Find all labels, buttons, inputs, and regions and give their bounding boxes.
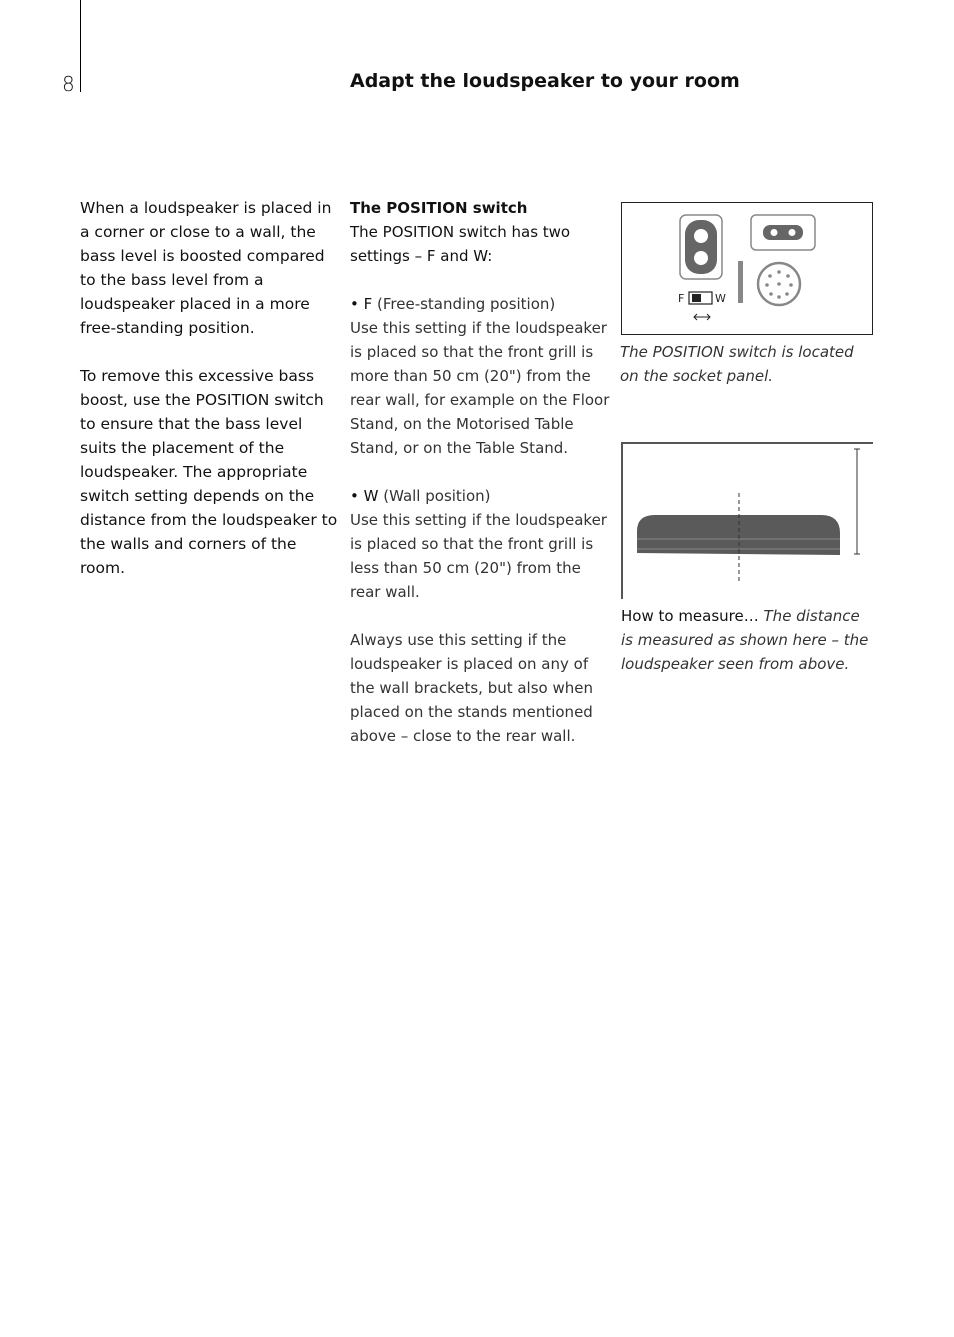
w-label: (Wall position) [378, 487, 491, 505]
panel-divider [738, 261, 743, 303]
position-switch-icon [689, 292, 712, 304]
measure-figure [621, 441, 873, 599]
round-connector-icon [758, 263, 800, 305]
measure-caption [621, 604, 871, 676]
f-setting-heading [350, 292, 612, 316]
section-heading: The POSITION switch [350, 199, 528, 217]
switch-label-f: F [678, 292, 685, 305]
always-text: Always use this setting if the loudspeaker is placed on any of the wall brackets, but also when placed on the stands mentioned above – close to the rear wall. [350, 631, 593, 745]
w-bullet: • W [350, 487, 379, 505]
double-arrow-icon [694, 314, 710, 320]
w-setting-heading [350, 484, 612, 508]
w-setting-text: Use this setting if the loudspeaker is placed so that the front grill is less than 50 cm (20") from the rear wall. [350, 511, 607, 601]
measure-caption-text: The distance is measured as shown here – the loudspeaker seen from above. [621, 607, 869, 673]
measure-caption-label: How to measure… [621, 607, 759, 625]
f-label: (Free-standing position) [372, 295, 556, 313]
switch-label-w: W [715, 292, 726, 305]
socket-panel-figure [621, 202, 873, 335]
link-socket-icon [751, 215, 815, 250]
page-title: Adapt the loudspeaker to your room [350, 70, 740, 92]
f-setting-text: Use this setting if the loudspeaker is placed so that the front grill is more than 50 cm (20") from the rear wall, for example on the Floor Stand, on the Motorised Table Stand, or on the Table Stand. [350, 319, 610, 457]
socket-panel-illustration [622, 203, 872, 334]
switch-lead: The POSITION switch has two settings – F and W: [350, 223, 571, 265]
f-bullet: • F [350, 295, 373, 313]
switch-column [350, 196, 612, 772]
distance-arrow-icon [854, 449, 860, 554]
page-number: 8 [62, 72, 75, 96]
intro-paragraph-1: When a loudspeaker is placed in a corner or close to a wall, the bass level is boosted compared to the bass level from a loudspeaker placed in a more free-standing position. [80, 199, 332, 337]
intro-column [80, 196, 338, 604]
socket-caption: The POSITION switch is located on the socket panel. [620, 343, 854, 385]
power-socket-icon [680, 215, 722, 279]
intro-paragraph-2: To remove this excessive bass boost, use the POSITION switch to ensure that the bass level suits the placement of the loudspeaker. The appropriate switch setting depends on the distance from the loudspeaker to the walls and corners of the room. [80, 367, 338, 577]
measure-illustration [621, 441, 873, 599]
margin-rule [80, 0, 81, 92]
